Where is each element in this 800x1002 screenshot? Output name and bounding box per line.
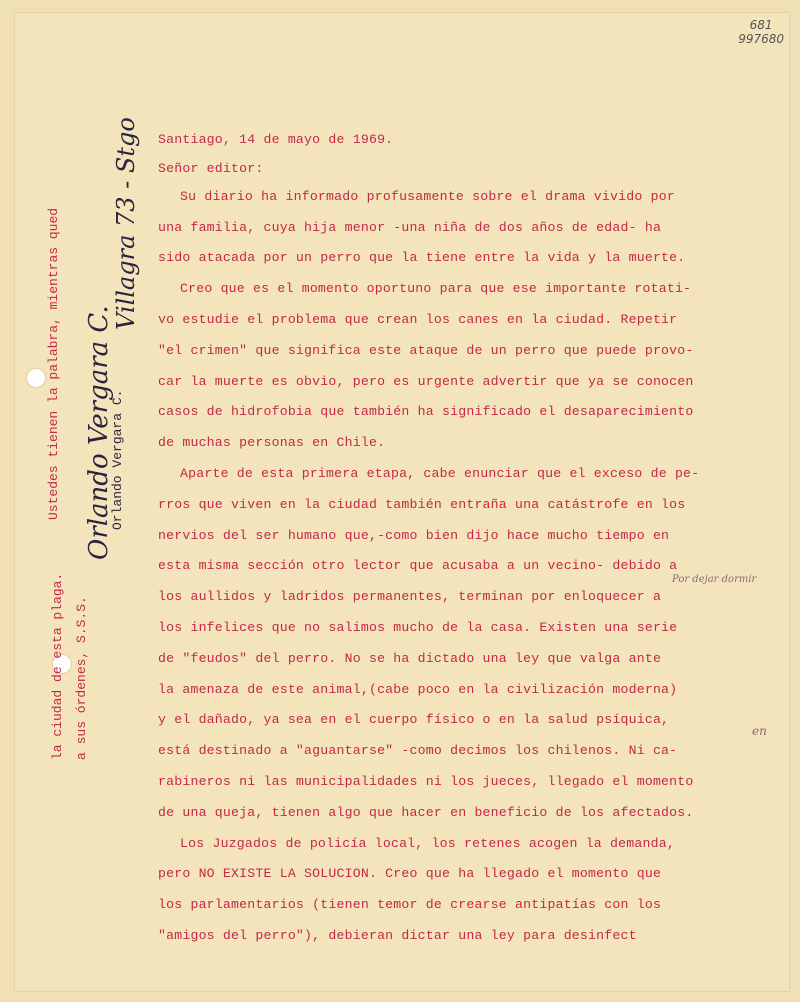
letter-line: Su diario ha informado profusamente sobre el drama vivido por — [180, 188, 675, 204]
letter-line: esta misma sección otro lector que acusaba a un vecino- debido a — [158, 558, 678, 574]
margin-line-3: a sus órdenes, S.S.S. — [74, 596, 89, 760]
letter-line: Los Juzgados de policía local, los retenes acogen la demanda, — [180, 835, 675, 851]
letter-line: está destinado a "aguantarse" -como decimos los chilenos. Ni ca- — [158, 743, 678, 759]
letter-line: "el crimen" que significa este ataque de un perro que puede provo- — [158, 342, 694, 358]
margin-line-2: la ciudad de esta plaga. — [50, 572, 65, 760]
handwritten-signature: Orlando Vergara C. — [84, 305, 114, 560]
letter-line: y el dañado, ya sea en el cuerpo físico o en la salud psíquica, — [158, 712, 670, 728]
punch-hole-top — [26, 368, 46, 388]
letter-line: de una queja, tienen algo que hacer en beneficio de los afectados. — [158, 804, 694, 820]
letter-line: la amenaza de este animal,(cabe poco en la civilización moderna) — [158, 681, 678, 697]
letter-line: Creo que es el momento oportuno para que ese importante rotati- — [180, 281, 692, 297]
margin-line-typed-name: Orlando Vergara C. — [110, 389, 125, 530]
archive-number — [738, 18, 784, 46]
archive-id-1: 681 — [749, 18, 773, 32]
letter-line: "amigos del perro"), debieran dictar una ley para desinfect — [158, 927, 637, 943]
archive-id-2: 997680 — [738, 32, 784, 46]
letter-line: casos de hidrofobia que también ha significado el desaparecimiento — [158, 404, 694, 420]
letter-line: Aparte de esta primera etapa, cabe enunciar que el exceso de pe- — [180, 465, 700, 481]
handwritten-note: Por dejar dormir — [672, 574, 757, 585]
letter-line: los parlamentarios (tienen temor de crearse antipatías con los — [158, 897, 662, 913]
letter-body — [158, 125, 783, 952]
letter-line: sido atacada por un perro que la tiene entre la vida y la muerte. — [158, 250, 686, 266]
letter-line: nervios del ser humano que,-como bien dijo hace mucho tiempo en — [158, 527, 670, 543]
letter-line: de muchas personas en Chile. — [158, 435, 386, 451]
handwritten-address: Villagra 73 - Stgo — [112, 117, 140, 330]
letter-line: los aullidos y ladridos permanentes, terminan por enloquecer a — [158, 589, 662, 605]
letter-date: Santiago, 14 de mayo de 1969. — [158, 132, 394, 147]
letter-line: car la muerte es obvio, pero es urgente advertir que ya se conocen — [158, 373, 694, 389]
letter-salutation: Señor editor: — [158, 160, 264, 176]
letter-line: rabineros ni las municipalidades ni los jueces, llegado el momento — [158, 773, 694, 789]
handwritten-note: en — [752, 724, 767, 738]
letter-line: de "feudos" del perro. No se ha dictado una ley que valga ante — [158, 650, 662, 666]
letter-line: vo estudie el problema que crean los canes en la ciudad. Repetir — [158, 311, 678, 327]
margin-line-1: Ustedes tienen la palabra, mientras qued — [46, 207, 61, 520]
letter-line: pero NO EXISTE LA SOLUCION. Creo que ha llegado el momento que — [158, 866, 662, 882]
letter-line: los infelices que no salimos mucho de la casa. Existen una serie — [158, 619, 678, 635]
letter-line: rros que viven en la ciudad también entraña una catástrofe en los — [158, 496, 686, 512]
letter-line: una familia, cuya hija menor -una niña de dos años de edad- ha — [158, 219, 662, 235]
